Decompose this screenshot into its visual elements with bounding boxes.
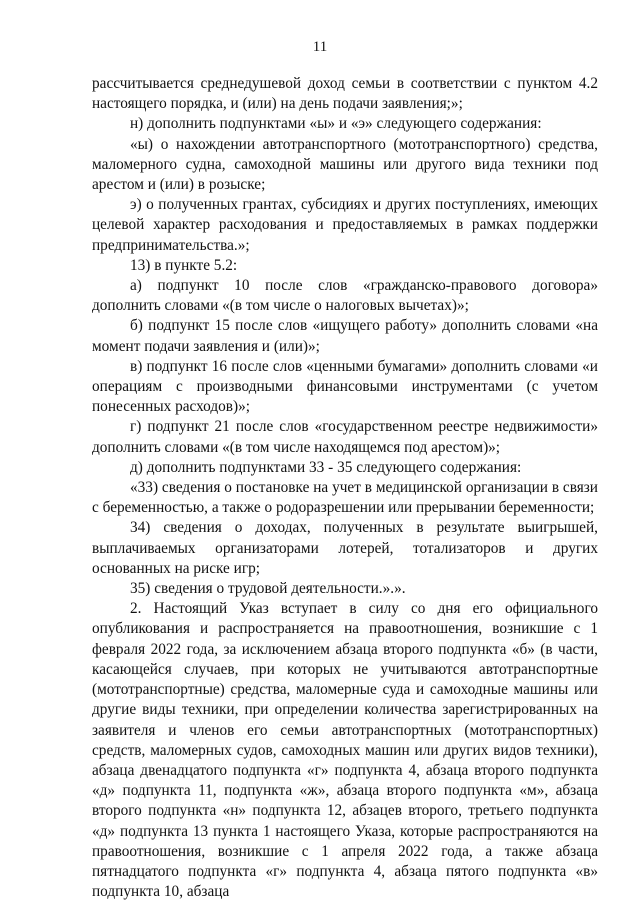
page-number: 11 — [312, 39, 328, 55]
paragraph: рассчитывается среднедушевой доход семьи в соответствии с пунктом 4.2 настоящего порядка, и (или) на день подачи заявления;»; — [92, 75, 598, 113]
paragraph: 35) сведения о трудовой деятельности.».». — [130, 580, 406, 598]
paragraph: б) подпункт 15 после слов «ищущего работу» дополнить словами «на момент подачи заявления и (или)»; — [92, 317, 598, 355]
paragraph: «33) сведения о постановке на учет в медицинской организации в связи с беременностью, а также о родоразрешении или прерывании беременности; — [92, 479, 598, 517]
paragraph: г) подпункт 21 после слов «государственном реестре недвижимости» дополнить словами «(в том числе находящемся под арестом)»; — [92, 418, 598, 456]
paragraph: 2. Настоящий Указ вступает в силу со дня его официального опубликования и распространяется на правоотношения, возникшие с 1 февраля 2022 года, за исключением абзаца второго подпункта «б» (в части, касающейся случаев, при которых не учитываются автотранспортные (мототранспортные) средства, маломерные суда и самоходные машины или другие виды техники, при определении количества зарегистрированных на заявителя и членов его семьи автотранспортных (мототранспортных) средств, маломерных судов, самоходных машин или других видов техники), абзаца двенадцатого подпункта «г» подпункта 4, абзаца второго подпункта «д» подпункта 11, подпункта «ж», абзаца второго подпункта «м», абзаца второго подпункта «н» подпункта 12, абзацев второго, третьего подпункта «д» подпункта 13 пункта 1 настоящего Указа, которые распространяются на правоотношения, возникшие с 1 апреля 2022 года, а также абзаца пятнадцатого подпункта «г» подпункта 4, абзаца пятого подпункта «в» подпункта 10, абзаца — [92, 600, 598, 901]
paragraph: 13) в пункте 5.2: — [130, 256, 238, 274]
paragraph: «ы) о нахождении автотранспортного (мототранспортного) средства, маломерного судна, самоходной машины или другого вида техники под арестом и (или) в розыске; — [92, 135, 598, 194]
paragraph: э) о полученных грантах, субсидиях и других поступлениях, имеющих целевой характер расходования и предоставляемых в рамках поддержки предпринимательства.»; — [92, 196, 598, 254]
paragraph: в) подпункт 16 после слов «ценными бумагами» дополнить словами «и операциям с производными финансовыми инструментами (с учетом понесенных расходов)»; — [92, 357, 598, 416]
paragraph: а) подпункт 10 после слов «гражданско-правового договора» дополнить словами «(в том числе о налоговых вычетах)»; — [92, 277, 598, 315]
paragraph: 34) сведения о доходах, полученных в результате выигрышей, выплачиваемых организаторами лотерей, тотализаторов и других основанных на риске игр; — [92, 519, 598, 577]
paragraph: д) дополнить подпунктами 33 - 35 следующего содержания: — [130, 458, 522, 476]
paragraph: н) дополнить подпунктами «ы» и «э» следующего содержания: — [130, 115, 542, 133]
document-body — [92, 74, 598, 902]
